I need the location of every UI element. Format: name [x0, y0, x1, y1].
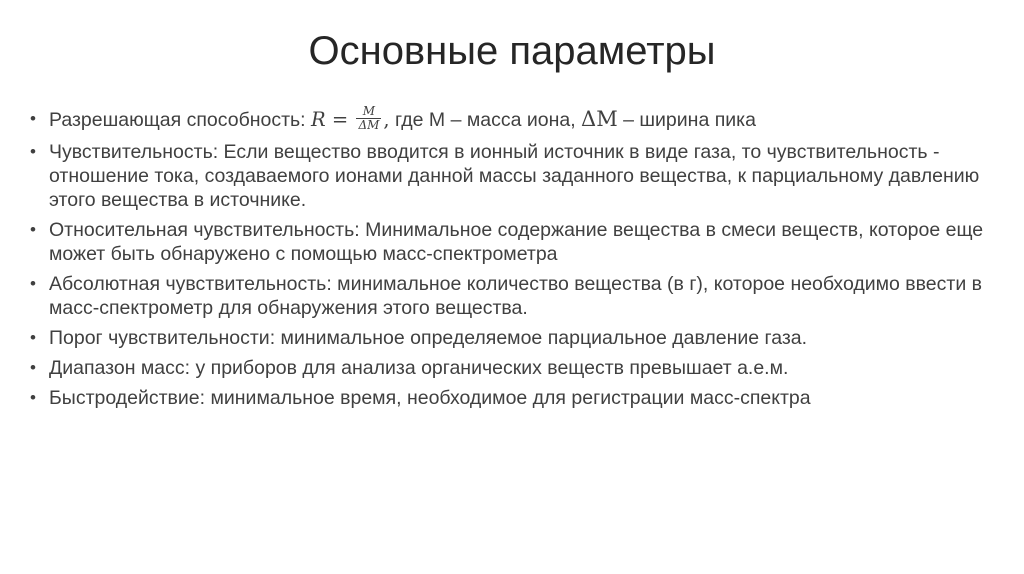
bullet-speed-text: Быстродействие: минимальное время, необходимое для регистрации масс-спектра [49, 387, 811, 409]
bullet-sensitivity [30, 140, 990, 212]
bullet-resolution [30, 104, 990, 134]
resolution-text-mid: где М – масса иона, [389, 109, 582, 131]
fraction-numerator: M [356, 105, 381, 119]
bullet-dot-icon: • [30, 388, 36, 407]
bullet-sensitivity-threshold-text: Порог чувствительности: минимальное определяемое парциальное давление газа. [49, 327, 808, 349]
bullet-dot-icon: • [30, 274, 36, 293]
bullet-mass-range-text: Диапазон масс: у приборов для анализа органических веществ превышает а.е.м. [49, 357, 789, 379]
bullet-absolute-sensitivity-text: Абсолютная чувствительность: минимальное количество вещества (в г), которое необходимо ввести в масс-спектрометр для обнаружения этого вещества. [49, 273, 983, 319]
resolution-text-end: – ширина пика [617, 109, 756, 131]
bullet-dot-icon: • [30, 358, 36, 377]
slide-title: Основные параметры [308, 29, 716, 73]
fraction-denominator: ΔM [358, 118, 380, 133]
bullet-relative-sensitivity-text: Относительная чувствительность: Минимальное содержание вещества в смеси веществ, которое еще может быть обнаружено с помощью масс-спектрометра [49, 219, 984, 265]
formula-lhs: R [311, 108, 326, 131]
bullet-sensitivity-text: Чувствительность: Если вещество вводится в ионный источник в виде газа, то чувствительность - отношение тока, создаваемого ионами данной массы заданного вещества, к парциальному давлению этого вещества в источнике. [49, 141, 980, 211]
formula-fraction [356, 105, 381, 132]
delta-m-symbol: ΔM [581, 107, 618, 131]
bullet-list [30, 104, 990, 416]
bullet-relative-sensitivity [30, 218, 990, 266]
bullet-dot-icon: • [30, 328, 36, 347]
bullet-absolute-sensitivity [30, 272, 990, 320]
bullet-sensitivity-threshold [30, 326, 990, 350]
bullet-dot-icon: • [30, 220, 36, 239]
bullet-mass-range [30, 356, 990, 380]
formula-equals: = [325, 108, 355, 131]
resolution-label: Разрешающая способность: [49, 109, 312, 131]
bullet-dot-icon: • [30, 109, 36, 128]
bullet-speed [30, 386, 990, 410]
bullet-dot-icon: • [30, 142, 36, 161]
formula-comma: , [383, 108, 390, 131]
bullet-resolution-text [49, 104, 990, 135]
